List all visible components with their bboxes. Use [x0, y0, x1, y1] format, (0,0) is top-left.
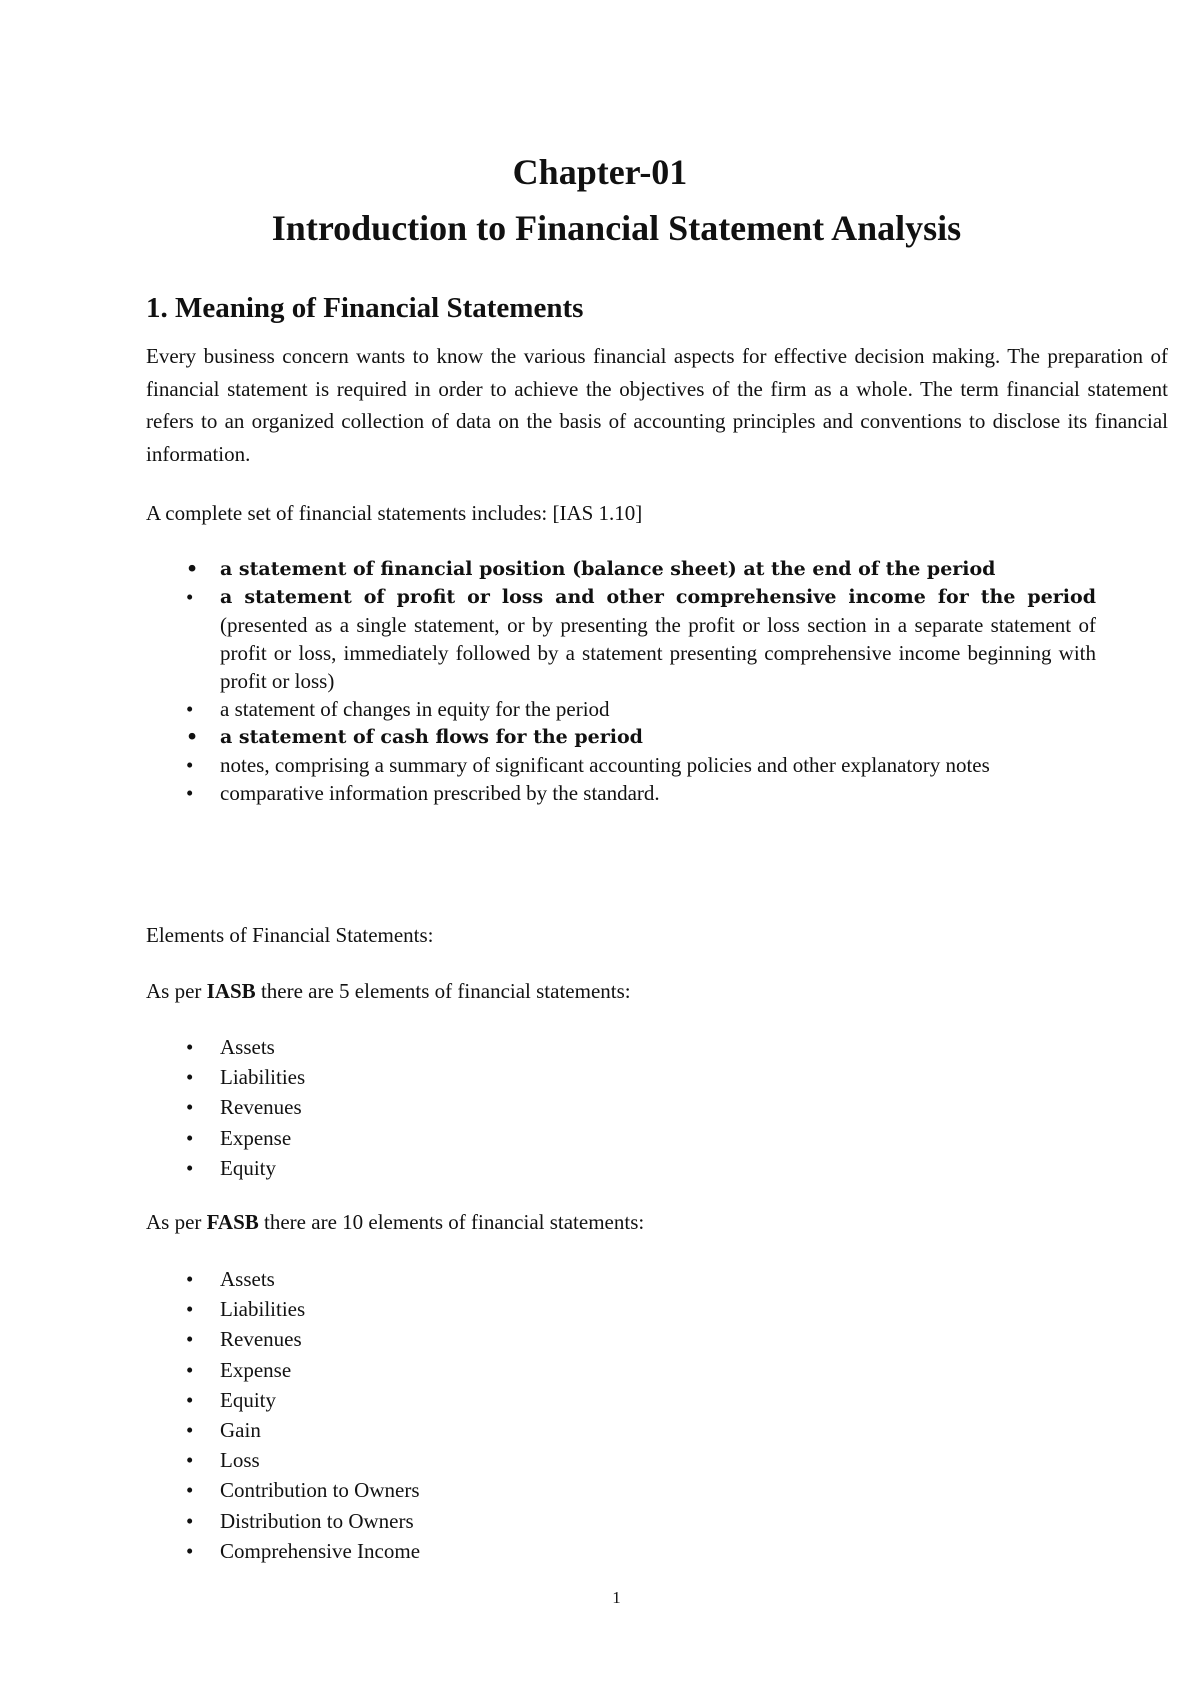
list-item [146, 1385, 1096, 1415]
list-item-text: a statement of changes in equity for the period [220, 697, 610, 721]
list-item [146, 1123, 1096, 1153]
intro-paragraph: Every business concern wants to know the various financial aspects for effective decision making. The preparation of financial statement is required in order to achieve the objectives of the firm as a whole. The term financial statement refers to an organized collection of data on the basis of accounting principles and conventions to disclose its financial information. [146, 344, 1168, 466]
list-item [146, 1324, 1096, 1354]
iasb-elements-list [146, 1032, 1096, 1183]
list-item-text: Revenues [220, 1095, 302, 1120]
elements-heading: Elements of Financial Statements: [146, 923, 434, 947]
list-item [146, 1415, 1096, 1445]
iasb-intro [146, 976, 631, 1006]
list-item [146, 1092, 1096, 1122]
list-item [146, 695, 1096, 723]
list-item [146, 1445, 1096, 1475]
list-item-text: Revenues [220, 1327, 302, 1352]
list-item [146, 1475, 1096, 1505]
list-item-text: Liabilities [220, 1297, 306, 1322]
bullet-icon: • [186, 1035, 194, 1059]
list-item [146, 1294, 1096, 1324]
list-item-text: notes, comprising a summary of significant accounting policies and other explanatory notes [220, 753, 990, 777]
bullet-icon: • [186, 1448, 194, 1473]
bullet-icon: • [186, 1125, 194, 1150]
bullet-icon: • [186, 1508, 194, 1533]
bullet-icon: • [186, 585, 194, 609]
fasb-elements-list [146, 1264, 1096, 1566]
list-item [146, 1355, 1096, 1385]
list-item-text: Equity [220, 1155, 276, 1180]
list-item-text: Assets [220, 1267, 275, 1291]
list-item-text: a statement of cash flows for the period [220, 726, 643, 748]
list-item-text: a statement of profit or loss and other comprehensive income for the period [220, 586, 1096, 608]
iasb-suffix: there are 5 elements of financial statements: [255, 979, 631, 1003]
list-item [146, 1264, 1096, 1294]
complete-set-intro: A complete set of financial statements includes: [IAS 1.10] [146, 501, 643, 525]
fasb-suffix: there are 10 elements of financial statements: [258, 1210, 645, 1234]
list-item-text: Equity [220, 1387, 276, 1412]
list-item-text: Loss [220, 1448, 260, 1473]
fasb-label: FASB [206, 1210, 259, 1234]
bullet-icon: • [186, 1478, 194, 1503]
list-item-text: Distribution to Owners [220, 1508, 414, 1533]
list-item [146, 723, 1096, 751]
list-item-text: Comprehensive Income [220, 1538, 421, 1563]
list-item [146, 1506, 1096, 1536]
bullet-icon: • [186, 726, 199, 748]
list-item [146, 779, 1096, 807]
bullet-icon: • [186, 1267, 194, 1291]
fasb-intro [146, 1207, 644, 1237]
list-item [146, 1062, 1096, 1092]
bullet-icon: • [186, 1155, 194, 1180]
bullet-icon: • [186, 1387, 194, 1412]
list-item-text: Expense [220, 1125, 292, 1150]
list-item-text: Liabilities [220, 1065, 306, 1090]
bullet-icon: • [186, 1418, 194, 1443]
list-item [146, 583, 1096, 695]
fasb-prefix: As per [146, 1210, 207, 1234]
bullet-icon: • [186, 1327, 194, 1352]
bullet-icon: • [186, 1095, 194, 1120]
bullet-icon: • [186, 697, 194, 721]
bullet-icon: • [186, 1538, 194, 1563]
list-item [146, 751, 1096, 779]
list-item [146, 1153, 1096, 1183]
chapter-title: Chapter-01 [512, 152, 688, 192]
iasb-prefix: As per [146, 979, 207, 1003]
list-item-text: Expense [220, 1357, 292, 1382]
list-item-text: comparative information prescribed by the standard. [220, 781, 660, 805]
bullet-icon: • [186, 1065, 194, 1090]
bullet-icon: • [186, 558, 199, 580]
bullet-icon: • [186, 781, 194, 805]
complete-set-list [146, 555, 1096, 807]
profit-loss-note: (presented as a single statement, or by presenting the profit or loss section in a separate statement of profit or loss, immediately followed by a statement presenting comprehensive income beginning with profit or loss) [220, 613, 1096, 693]
bullet-icon: • [186, 1357, 194, 1382]
iasb-label: IASB [206, 979, 256, 1003]
list-item [146, 1536, 1096, 1566]
list-item-text: a statement of financial position (balance sheet) at the end of the period [220, 558, 996, 580]
bullet-icon: • [186, 753, 194, 777]
list-item [146, 1032, 1096, 1062]
list-item [146, 555, 1096, 583]
page-number: 1 [612, 1588, 621, 1607]
list-item-text: Contribution to Owners [220, 1478, 420, 1503]
list-item-text: Assets [220, 1035, 275, 1059]
bullet-icon: • [186, 1297, 194, 1322]
chapter-subtitle: Introduction to Financial Statement Analysis [271, 208, 962, 248]
list-item-text: Gain [220, 1418, 261, 1443]
section-heading: 1. Meaning of Financial Statements [146, 292, 584, 324]
